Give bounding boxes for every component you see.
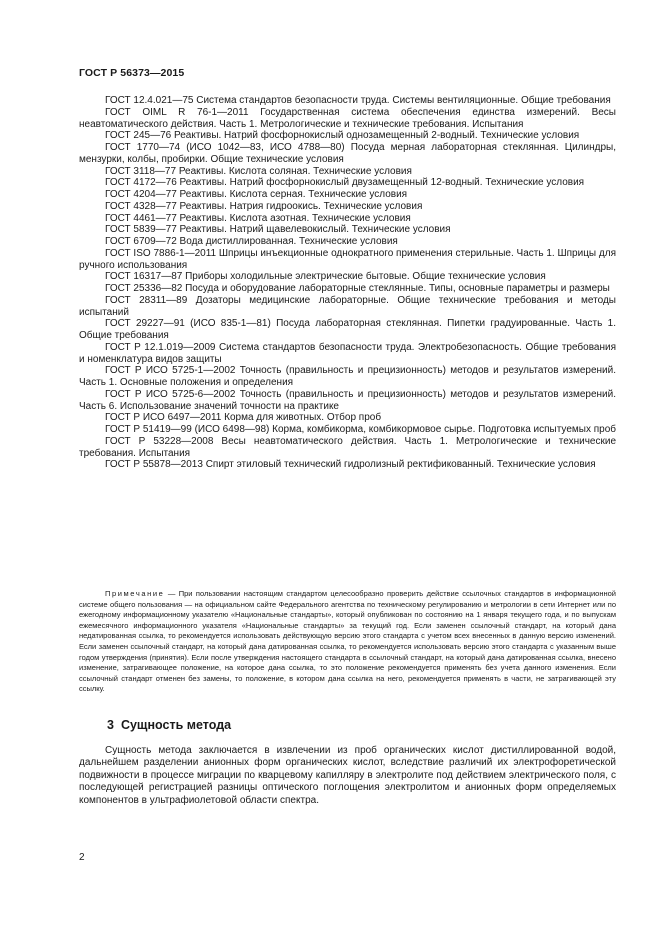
reference-item: ГОСТ 5839—77 Реактивы. Натрий щавелевокислый. Технические условия (105, 224, 451, 236)
note-block (79, 589, 616, 695)
reference-item: ГОСТ 6709—72 Вода дистиллированная. Технические условия (105, 236, 398, 247)
reference-item: ГОСТ Р 53228—2008 Весы неавтоматического действия. Часть 1. Метрологические и технические требования. Испытания (79, 435, 616, 459)
reference-item: ГОСТ Р 12.1.019—2009 Система стандартов безопасности труда. Электробезопасность. Общие требования и номенклатура видов защиты (79, 341, 616, 365)
reference-item: ГОСТ 4461—77 Реактивы. Кислота азотная. Технические условия (105, 212, 411, 224)
reference-item: ГОСТ 4328—77 Реактивы. Натрия гидроокись. Технические условия (105, 200, 423, 212)
note-text: При пользовании настоящим стандартом целесообразно проверить действие ссылочных стандартов в информационной системе общего пользования — на официальном сайте Федерального агентства по техническому регулированию и метрологии в сети Интернет или по ежегодному информационному указателю «Национальные стандарты», который опубликован по состоянию на 1 января текущего года, и по выпускам ежемесячного информационного указателя «Национальные стандарты» за текущий год. Если заменен ссылочный стандарт, на который дана недатированная ссылка, то рекомендуется использовать действующую версию этого стандарта с учетом всех внесенных в данную версию изменений. Если заменен ссылочный стандарт, на который дана датированная ссылка, то рекомендуется использовать версию этого стандарта с указанным выше годом утверждения (принятия). Если после утверждения настоящего стандарта в ссылочный стандарт, на который дана датированная ссылка, внесено изменение, затрагивающее положение, на которое дана ссылка, то это положение рекомендуется применять без учета данного изменения. Если ссылочный стандарт отменен без замены, то положение, в котором дана ссылка на него, рекомендуется применять в части, не затрагивающей эту ссылку. (79, 589, 616, 694)
reference-item: ГОСТ 3118—77 Реактивы. Кислота соляная. Технические условия (105, 165, 412, 177)
section-title: Сущность метода (120, 718, 232, 732)
reference-item: ГОСТ 4204—77 Реактивы. Кислота серная. Технические условия (105, 189, 408, 200)
standard-header: ГОСТ Р 56373—2015 (79, 67, 185, 79)
section-body (79, 745, 616, 807)
note-label: Примечание (105, 589, 165, 598)
page-number: 2 (79, 852, 85, 863)
reference-item: ГОСТ 25336—82 Посуда и оборудование лабораторные стеклянные. Типы, основные параметры и размеры (105, 283, 610, 294)
reference-item: ГОСТ 245—76 Реактивы. Натрий фосфорнокислый однозамещенный 2-водный. Технические условия (105, 130, 580, 142)
reference-item: ГОСТ 29227—91 (ИСО 835-1—81) Посуда лабораторная стеклянная. Пипетки градуированные. Часть 1. Общие требования (79, 318, 616, 341)
reference-item: ГОСТ 16317—87 Приборы холодильные электрические бытовые. Общие технические условия (105, 271, 546, 283)
reference-item: ГОСТ Р 51419—99 (ИСО 6498—98) Корма, комбикорма, комбикормовое сырье. Подготовка испытуемых проб (105, 424, 616, 435)
reference-item: ГОСТ Р ИСО 5725-6—2002 Точность (правильность и прецизионность) методов и результатов измерений. Часть 6. Использование значений точности на практике (79, 388, 616, 412)
reference-item: ГОСТ OIML R 76-1—2011 Государственная система обеспечения единства измерений. Весы неавтоматического действия. Часть 1. Метрологические и технические требования. Испытания (79, 106, 616, 130)
reference-item: ГОСТ 12.4.021—75 Система стандартов безопасности труда. Системы вентиляционные. Общие требования (105, 95, 611, 106)
reference-item: ГОСТ ISO 7886-1—2011 Шприцы инъекционные однократного применения стерильные. Часть 1. Шприцы для ручного использования (79, 247, 616, 271)
note-dash: — (164, 589, 179, 598)
reference-item: ГОСТ 4172—76 Реактивы. Натрий фосфорнокислый двузамещенный 12-водный. Технические условия (105, 177, 585, 189)
section-paragraph: Сущность метода заключается в извлечении из проб органических кислот дистиллированной водой, дальнейшем разделении анионных форм органических кислот, вследствие различий их электрофоретической подвижности в процессе миграции по кварцевому капилляру в электролите под действием электрического поля, с последующей регистрацией разницы оптического поглощения электролитом и анионных форм определяемых компонентов в ультрафиолетовой области спектра. (79, 745, 616, 806)
reference-item: ГОСТ 1770—74 (ИСО 1042—83, ИСО 4788—80) Посуда мерная лабораторная стеклянная. Цилиндры, мензурки, колбы, пробирки. Общие технические условия (79, 142, 616, 165)
normative-references-list (79, 95, 616, 471)
reference-item: ГОСТ Р 55878—2013 Спирт этиловый технический гидролизный ректификованный. Технические условия (105, 459, 596, 471)
note-paragraph (79, 589, 616, 695)
section-number: 3 (107, 718, 114, 732)
reference-item: ГОСТ Р ИСО 6497—2011 Корма для животных. Отбор проб (105, 412, 382, 424)
reference-item: ГОСТ Р ИСО 5725-1—2002 Точность (правильность и прецизионность) методов и результатов измерений. Часть 1. Основные положения и определения (79, 365, 616, 388)
reference-item: ГОСТ 28311—89 Дозаторы медицинские лабораторные. Общие технические требования и методы испытаний (79, 294, 616, 318)
section-heading (107, 718, 231, 732)
